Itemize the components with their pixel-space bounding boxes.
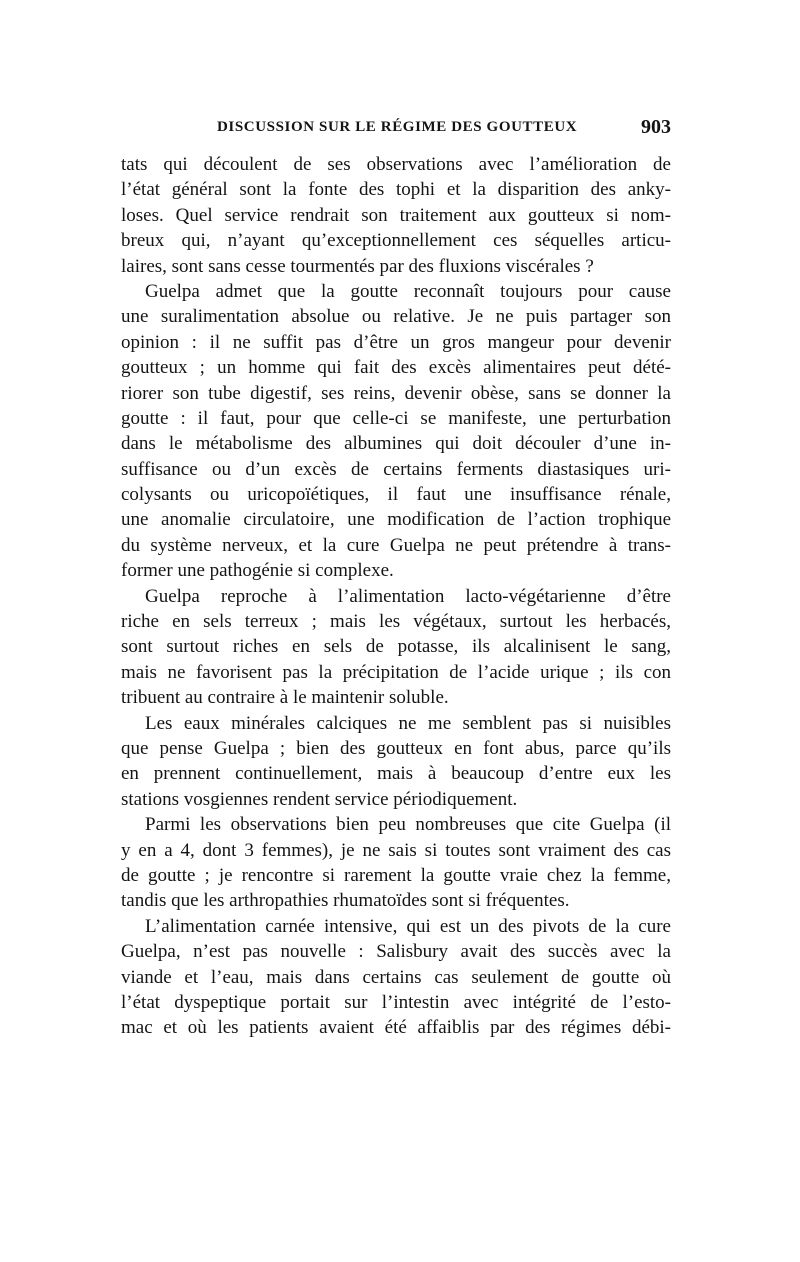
text-line: loses. Quel service rendrait son traitement aux goutteux si nom- [121,204,671,226]
text-line: Guelpa, n’est pas nouvelle : Salisbury avait des succès avec la [121,941,671,963]
text-line: goutte : il faut, pour que celle-ci se manifeste, une perturbation [121,407,671,429]
text-line: goutteux ; un homme qui fait des excès alimentaires peut dété- [121,357,671,379]
text-line: riorer son tube digestif, ses reins, devenir obèse, sans se donner la [121,382,671,404]
text-line: mac et où les patients avaient été affaiblis par des régimes débi- [121,1017,671,1039]
page-number: 903 [641,116,671,138]
text-line: Guelpa admet que la goutte reconnaît toujours pour cause [145,280,671,302]
text-line: breux qui, n’ayant qu’exceptionnellement ces séquelles articu- [121,230,671,252]
text-line: stations vosgiennes rendent service périodiquement. [121,788,518,810]
text-line: riche en sels terreux ; mais les végétaux, surtout les herbacés, [121,611,671,633]
text-line: en prennent continuellement, mais à beaucoup d’entre eux les [121,763,671,785]
text-line: Guelpa reproche à l’alimentation lacto-végétarienne d’être [145,585,671,607]
running-head [121,116,671,140]
text-line: une anomalie circulatoire, une modification de l’action trophique [121,509,671,531]
text-line: colysants ou uricopoïétiques, il faut une insuffisance rénale, [121,484,671,506]
body-text [121,152,671,1041]
text-line: tribuent au contraire à le maintenir soluble. [121,687,449,709]
text-line: former une pathogénie si complexe. [121,560,394,582]
text-line: laires, sont sans cesse tourmentés par des fluxions viscérales ? [121,255,594,277]
text-line: Les eaux minérales calciques ne me semblent pas si nuisibles [145,712,671,734]
text-line: de goutte ; je rencontre si rarement la goutte vraie chez la femme, [121,864,671,886]
text-line: dans le métabolisme des albumines qui doit découler d’une in- [121,433,671,455]
text-line: Parmi les observations bien peu nombreuses que cite Guelpa (il [145,814,671,836]
text-line: une suralimentation absolue ou relative. Je ne puis partager son [121,306,671,328]
text-line: sont surtout riches en sels de potasse, ils alcalinisent le sang, [121,636,671,658]
text-line: du système nerveux, et la cure Guelpa ne peut prétendre à trans- [121,534,671,556]
text-line: l’état dyspeptique portait sur l’intestin avec intégrité de l’esto- [121,991,671,1013]
text-line: que pense Guelpa ; bien des goutteux en font abus, parce qu’ils [121,737,671,759]
text-line: suffisance ou d’un excès de certains ferments diastasiques uri- [121,458,671,480]
text-line: L’alimentation carnée intensive, qui est un des pivots de la cure [145,915,671,937]
text-line: y en a 4, dont 3 femmes), je ne sais si toutes sont vraiment des cas [121,839,671,861]
text-line: mais ne favorisent pas la précipitation de l’acide urique ; ils con [121,661,671,683]
text-line: l’état général sont la fonte des tophi et la disparition des anky- [121,179,671,201]
text-line: viande et l’eau, mais dans certains cas seulement de goutte où [121,966,671,988]
running-title: DISCUSSION SUR LE RÉGIME DES GOUTTEUX [217,119,578,135]
text-line: opinion : il ne suffit pas d’être un gros mangeur pour devenir [121,331,671,353]
text-line: tats qui découlent de ses observations avec l’amélioration de [121,154,671,175]
text-line: tandis que les arthropathies rhumatoïdes sont si fréquentes. [121,890,570,912]
